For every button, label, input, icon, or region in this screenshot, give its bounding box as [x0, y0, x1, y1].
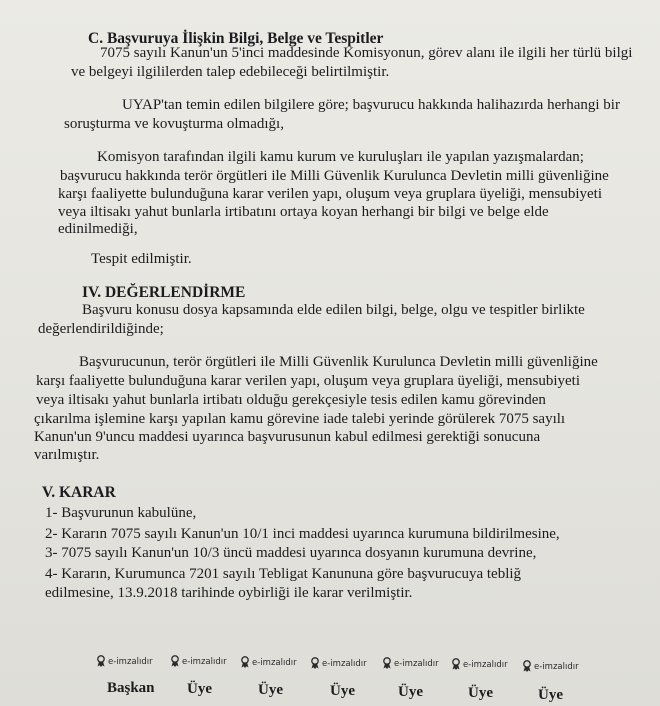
ribbon-seal-icon — [451, 658, 461, 670]
section-iv-p1-line: Başvuru konusu dosya kapsamında elde edilen bilgi, belge, olgu ve tespitler birlikte — [82, 302, 585, 318]
section-v-heading: V. KARAR — [42, 484, 116, 501]
section-c-p1-line: ve belgeyi ilgililerden talep edebileceği belirtilmiştir. — [71, 64, 390, 80]
signatory-title-member: Üye — [330, 683, 355, 699]
section-iv-p2-line: karşı faaliyette bulunduğuna karar verilen yapı, oluşum veya gruplara üyeliği, mensubiyeti — [36, 373, 580, 389]
signatory-title-chair: Başkan — [107, 680, 155, 696]
section-iv-p2-line: varılmıştır. — [34, 447, 100, 463]
section-c-p4-line: Tespit edilmiştir. — [91, 251, 192, 267]
decision-item: 3- 7075 sayılı Kanun'un 10/3 üncü maddesi uyarınca dosyanın kurumuna devrine, — [45, 545, 537, 561]
section-iv-p2-line: çıkarılma işlemine karşı yapılan kamu görevine iade talebi yerinde görülerek 7075 sayılı — [34, 411, 566, 427]
section-c-p3-line: karşı faaliyette bulunduğuna karar verilen yapı, oluşum veya gruplara üyeliği, mensubiyeti — [58, 186, 602, 202]
section-c-heading: C. Başvuruya İlişkin Bilgi, Belge ve Tespitler — [88, 30, 384, 47]
e-signature-stamp: e-imzalıdır — [240, 656, 297, 668]
section-c-p3-line: veya iltisakı yahut bunlarla irtibatını ortaya koyan herhangi bir bilgi ve belge elde — [58, 204, 549, 220]
decision-item: 1- Başvurunun kabulüne, — [45, 505, 197, 521]
section-iv-p2-line: veya iltisakı yahut bunlarla irtibatı olduğu gerekçesiyle tesis edilen kamu görevinden — [36, 392, 546, 408]
signatory-title-member: Üye — [258, 682, 283, 698]
ribbon-seal-icon — [310, 657, 320, 669]
e-signature-stamp: e-imzalıdır — [96, 655, 153, 667]
section-c-p2-line: soruşturma ve kovuşturma olmadığı, — [64, 116, 284, 132]
ribbon-seal-icon — [382, 657, 392, 669]
section-c-p3-line: başvurucu hakkında terör örgütleri ile Milli Güvenlik Kurulunca Devletin milli güvenliğine — [60, 168, 609, 184]
decision-item: 4- Kararın, Kurumunca 7201 sayılı Tebligat Kanununa göre başvurucuya tebliğ — [45, 566, 522, 582]
section-c-p3-line: edinilmediği, — [58, 221, 138, 237]
decision-item: edilmesine, 13.9.2018 tarihinde oybirliği ile karar verilmiştir. — [45, 585, 413, 601]
signatory-title-member: Üye — [538, 687, 563, 703]
signatory-title-member: Üye — [468, 685, 493, 701]
e-signature-stamp: e-imzalıdır — [170, 655, 227, 667]
section-c-p3-line: Komisyon tarafından ilgili kamu kurum ve kuruluşları ile yapılan yazışmalardan; — [97, 149, 584, 165]
ribbon-seal-icon — [96, 655, 106, 667]
section-iv-p2-line: Başvurucunun, terör örgütleri ile Milli Güvenlik Kurulunca Devletin milli güvenliğine — [79, 354, 598, 370]
section-c-p2-line: UYAP'tan temin edilen bilgilere göre; başvurucu hakkında halihazırda herhangi bir — [122, 97, 620, 113]
decision-item: 2- Kararın 7075 sayılı Kanun'un 10/1 inci maddesi uyarınca kurumuna bildirilmesine, — [45, 526, 560, 542]
e-signature-stamp: e-imzalıdır — [310, 657, 367, 669]
section-iv-heading: IV. DEĞERLENDİRME — [82, 284, 246, 301]
e-signature-stamp: e-imzalıdır — [382, 657, 439, 669]
section-c-p1-line: 7075 sayılı Kanun'un 5'inci maddesinde Komisyonun, görev alanı ile ilgili her türlü bilgi — [100, 45, 633, 61]
section-iv-p2-line: Kanun'un 9'uncu maddesi uyarınca başvurusunun kabul edilmesi gerektiği sonucuna — [34, 429, 541, 445]
e-signature-stamp: e-imzalıdır — [451, 658, 508, 670]
section-iv-p1-line: değerlendirildiğinde; — [38, 321, 164, 337]
e-signature-stamp: e-imzalıdır — [522, 660, 579, 672]
ribbon-seal-icon — [170, 655, 180, 667]
ribbon-seal-icon — [240, 656, 250, 668]
signatory-title-member: Üye — [398, 684, 423, 700]
ribbon-seal-icon — [522, 660, 532, 672]
signatory-title-member: Üye — [187, 681, 212, 697]
